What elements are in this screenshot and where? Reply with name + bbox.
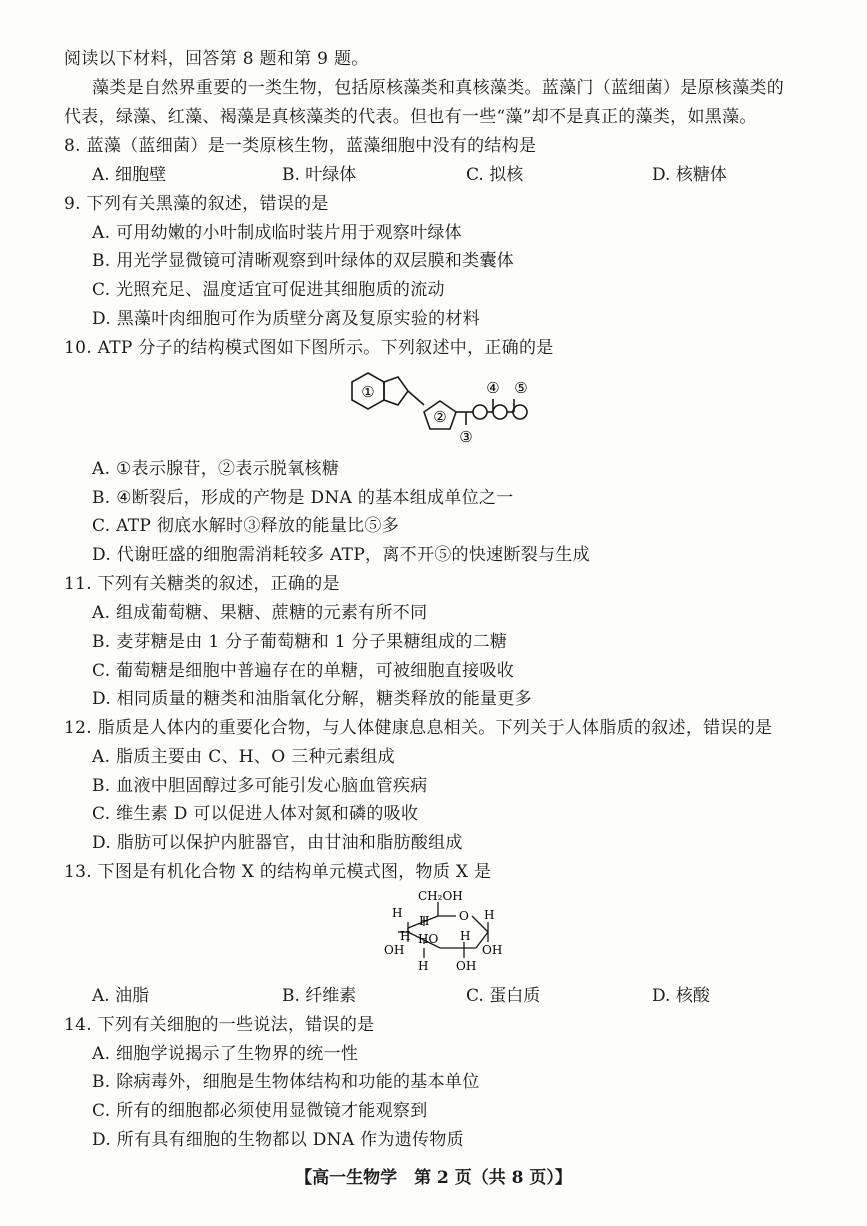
question-10-option-b: B. ④断裂后，形成的产物是 DNA 的基本组成单位之一 (92, 488, 514, 508)
question-13-stem: 13. 下图是有机化合物 X 的结构单元模式图，物质 X 是 (64, 862, 492, 882)
question-13-option-c: C. 蛋白质 (466, 986, 541, 1006)
question-14-option-d: D. 所有具有细胞的生物都以 DNA 作为遗传物质 (92, 1130, 464, 1150)
question-8-option-c: C. 拟核 (466, 165, 524, 185)
question-14-option-c: C. 所有的细胞都必须使用显微镜才能观察到 (92, 1101, 428, 1121)
h-label-bottom-left: H (418, 959, 429, 973)
question-8-option-a: A. 细胞壁 (92, 165, 167, 185)
question-12-option-c: C. 维生素 D 可以促进人体对氮和磷的吸收 (92, 804, 419, 824)
label-4: ④ (486, 379, 500, 397)
question-10-option-a: A. ①表示腺苷，②表示脱氧核糖 (92, 459, 340, 479)
question-11-option-b: B. 麦芽糖是由 1 分子葡萄糖和 1 分子果糖组成的二糖 (92, 632, 508, 652)
label-1: ① (361, 383, 375, 401)
phosphate-1 (473, 405, 487, 419)
question-12-stem: 12. 脂质是人体内的重要化合物，与人体健康息息相关。下列关于人体脂质的叙述，错误的是 (64, 718, 773, 738)
label-2: ② (433, 408, 447, 426)
ring-oxygen-label: O (459, 909, 469, 923)
label-3: ③ (459, 428, 473, 446)
reading-instruction: 阅读以下材料，回答第 8 题和第 9 题。 (64, 49, 369, 69)
question-12-option-d: D. 脂肪可以保护内脏器官，由甘油和脂肪酸组成 (92, 833, 463, 853)
question-11-stem: 11. 下列有关糖类的叙述，正确的是 (64, 574, 340, 594)
question-9-option-a: A. 可用幼嫩的小叶制成临时装片用于观察叶绿体 (92, 223, 462, 243)
atp-structure-diagram (340, 365, 560, 450)
label-5: ⑤ (514, 379, 528, 397)
h-label-left-mid: H (400, 929, 411, 943)
question-11-option-a: A. 组成葡萄糖、果糖、蔗糖的元素有所不同 (92, 603, 428, 623)
question-13-option-b: B. 纤维素 (282, 986, 357, 1006)
material-paragraph-line-2: 代表，绿藻、红藻、褐藻是真核藻类的代表。但也有一些“藻”却不是真正的藻类，如黑藻。 (64, 107, 757, 127)
question-8-stem: 8. 蓝藻（蓝细菌）是一类原核生物，蓝藻细胞中没有的结构是 (64, 136, 537, 156)
h-label-right: H (484, 908, 495, 922)
question-11-option-d: D. 相同质量的糖类和油脂氧化分解，糖类释放的能量更多 (92, 689, 532, 709)
question-12-option-b: B. 血液中胆固醇过多可能引发心脑血管疾病 (92, 776, 428, 796)
h-label-center-right: H (460, 929, 471, 943)
question-13-option-a: A. 油脂 (92, 986, 150, 1006)
oh-label-left: OH (384, 943, 405, 957)
question-14-option-a: A. 细胞学说揭示了生物界的统一性 (92, 1044, 359, 1064)
question-13-option-d: D. 核酸 (652, 986, 710, 1006)
question-9-stem: 9. 下列有关黑藻的叙述，错误的是 (64, 194, 329, 214)
question-10-stem: 10. ATP 分子的结构模式图如下图所示。下列叙述中，正确的是 (64, 338, 554, 358)
h-label-top-left: H (392, 906, 403, 920)
ho-label-center: HO (418, 932, 439, 946)
question-14-stem: 14. 下列有关细胞的一些说法，错误的是 (64, 1015, 375, 1035)
question-8-option-d: D. 核糖体 (652, 165, 727, 185)
question-10-option-c: C. ATP 彻底水解时③释放的能量比⑤多 (92, 516, 400, 536)
ch2oh-label: CH₂OH (418, 889, 463, 903)
question-9-option-c: C. 光照充足、温度适宜可促进其细胞质的流动 (92, 280, 445, 300)
adenine-pentagon (384, 377, 408, 405)
question-14-option-b: B. 除病毒外，细胞是生物体结构和功能的基本单位 (92, 1072, 480, 1092)
phosphate-2 (493, 405, 507, 419)
h-label-c5: H (419, 914, 430, 928)
question-10-option-d: D. 代谢旺盛的细胞需消耗较多 ATP，离不开⑤的快速断裂与生成 (92, 545, 590, 565)
question-12-option-a: A. 脂质主要由 C、H、O 三种元素组成 (92, 747, 395, 767)
phosphate-3 (513, 405, 527, 419)
page-footer: 【高一生物学 第 2 页（共 8 页）】 (295, 1168, 572, 1188)
question-11-option-c: C. 葡萄糖是细胞中普遍存在的单糖，可被细胞直接吸收 (92, 661, 515, 681)
glucose-ring-diagram (380, 888, 510, 978)
question-8-option-b: B. 叶绿体 (282, 165, 357, 185)
oh-label-bottom: OH (456, 959, 477, 973)
question-9-option-b: B. 用光学显微镜可清晰观察到叶绿体的双层膜和类囊体 (92, 251, 515, 271)
oh-label-right: OH (482, 943, 503, 957)
material-paragraph-line-1: 藻类是自然界重要的一类生物，包括原核藻类和真核藻类。蓝藻门（蓝细菌）是原核藻类的 (92, 78, 784, 98)
question-9-option-d: D. 黑藻叶肉细胞可作为质壁分离及复原实验的材料 (92, 309, 481, 329)
